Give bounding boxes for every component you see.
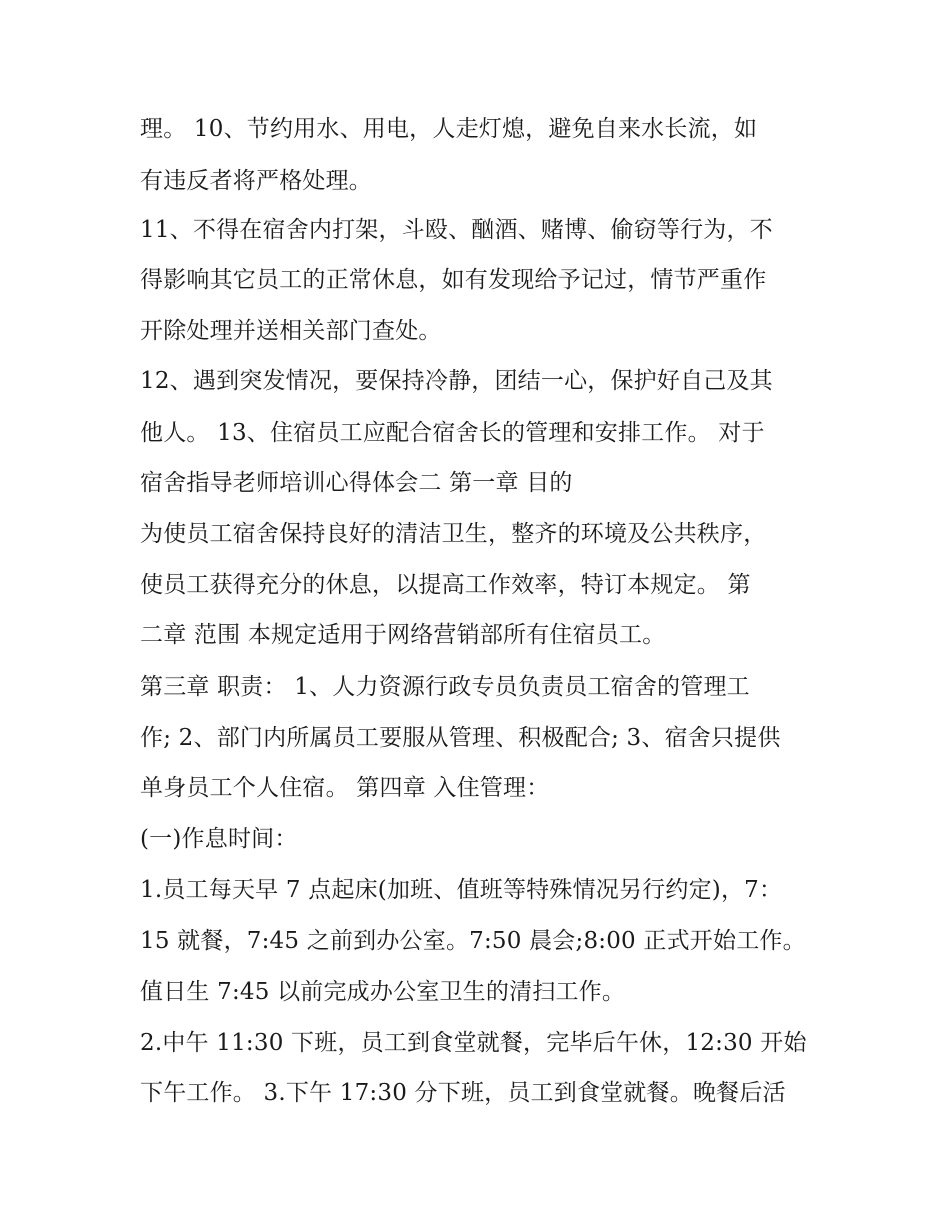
text-line: (一)作息时间： <box>140 826 298 852</box>
text-line: 作; 2、部门内所属员工要服从管理、积极配合; 3、宿舍只提供 <box>140 725 781 751</box>
text-line: 1.员工每天早 7 点起床(加班、值班等特殊情况另行约定)，7： <box>140 877 783 903</box>
text-line: 他人。 13、住宿员工应配合宿舍长的管理和安排工作。 对于 <box>140 420 765 446</box>
text-line: 得影响其它员工的正常休息，如有发现给予记过，情节严重作 <box>140 267 767 293</box>
text-line: 11、不得在宿舍内打架，斗殴、酗酒、赌博、偷窃等行为，不 <box>140 217 773 243</box>
text-line: 第三章 职责： 1、人力资源行政专员负责员工宿舍的管理工 <box>140 674 750 700</box>
text-line: 理。 10、节约用水、用电，人走灯熄，避免自来水长流，如 <box>140 116 758 142</box>
text-line: 单身员工个人住宿。 第四章 入住管理： <box>140 775 550 801</box>
text-line: 二章 范围 本规定适用于网络营销部所有住宿员工。 <box>140 622 666 648</box>
text-line: 12、遇到突发情况，要保持冷静，团结一心，保护好自己及其 <box>140 368 773 394</box>
text-line: 值日生 7:45 以前完成办公室卫生的清扫工作。 <box>140 979 626 1005</box>
text-line: 有违反者将严格处理。 <box>140 168 372 194</box>
text-line: 下午工作。 3.下午 17:30 分下班，员工到食堂就餐。晚餐后活 <box>140 1080 786 1106</box>
text-line: 使员工获得充分的休息，以提高工作效率，特订本规定。 第 <box>140 572 751 598</box>
text-line: 开除处理并送相关部门查处。 <box>140 318 442 344</box>
text-line: 2.中午 11:30 下班，员工到食堂就餐，完毕后午休，12:30 开始 <box>140 1030 807 1056</box>
text-line: 宿舍指导老师培训心得体会二 第一章 目的 <box>140 470 573 496</box>
text-line: 为使员工宿舍保持良好的清洁卫生，整齐的环境及公共秩序， <box>140 521 767 547</box>
text-line: 15 就餐，7:45 之前到办公室。7:50 晨会;8:00 正式开始工作。 <box>140 928 806 954</box>
